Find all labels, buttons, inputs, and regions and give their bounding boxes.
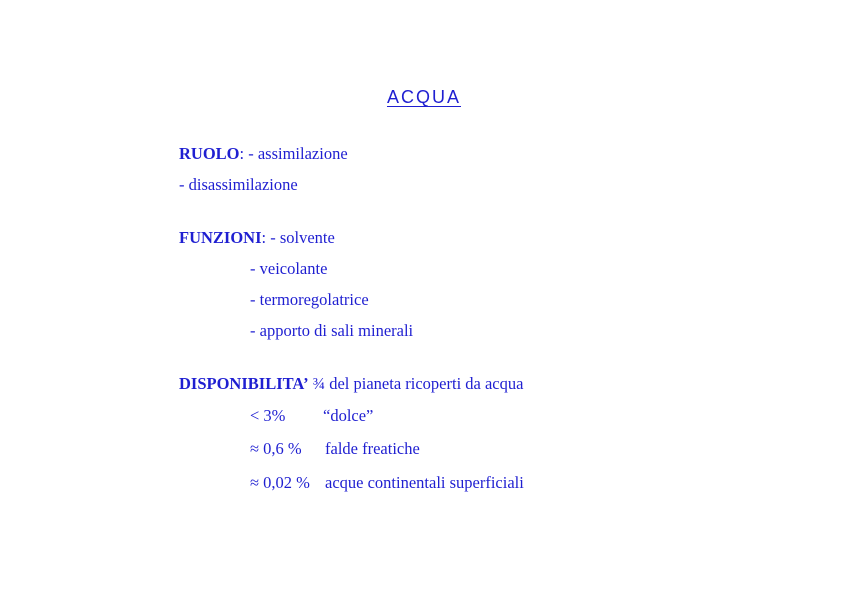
disponibilita-text: ¾ del pianeta ricoperti da acqua [308,374,524,393]
funzioni-label: FUNZIONI [179,228,262,247]
ruolo-first: : - assimilazione [239,144,348,163]
ruolo-line [179,144,348,164]
funzioni-item: - termoregolatrice [250,290,369,309]
disponibilita-value: ≈ 0,02 % [250,473,310,492]
funzioni-line [179,228,335,248]
disponibilita-row [250,439,420,459]
disponibilita-desc: falde freatiche [325,439,420,458]
funzioni-item: - apporto di sali minerali [250,321,414,340]
funzioni-item: - veicolante [250,259,328,278]
disponibilita-label: DISPONIBILITA’ [179,374,309,393]
funzioni-first: : - solvente [261,228,335,247]
disponibilita-row [250,406,373,426]
disponibilita-line [179,374,523,394]
ruolo-label: RUOLO [179,144,240,163]
disponibilita-desc: “dolce” [323,406,374,425]
ruolo-second: - disassimilazione [179,175,298,194]
disponibilita-value: < 3% [250,406,286,425]
disponibilita-value: ≈ 0,6 % [250,439,302,458]
page-title: ACQUA [386,87,461,107]
disponibilita-row [250,473,524,493]
disponibilita-desc: acque continentali superficiali [325,473,524,492]
